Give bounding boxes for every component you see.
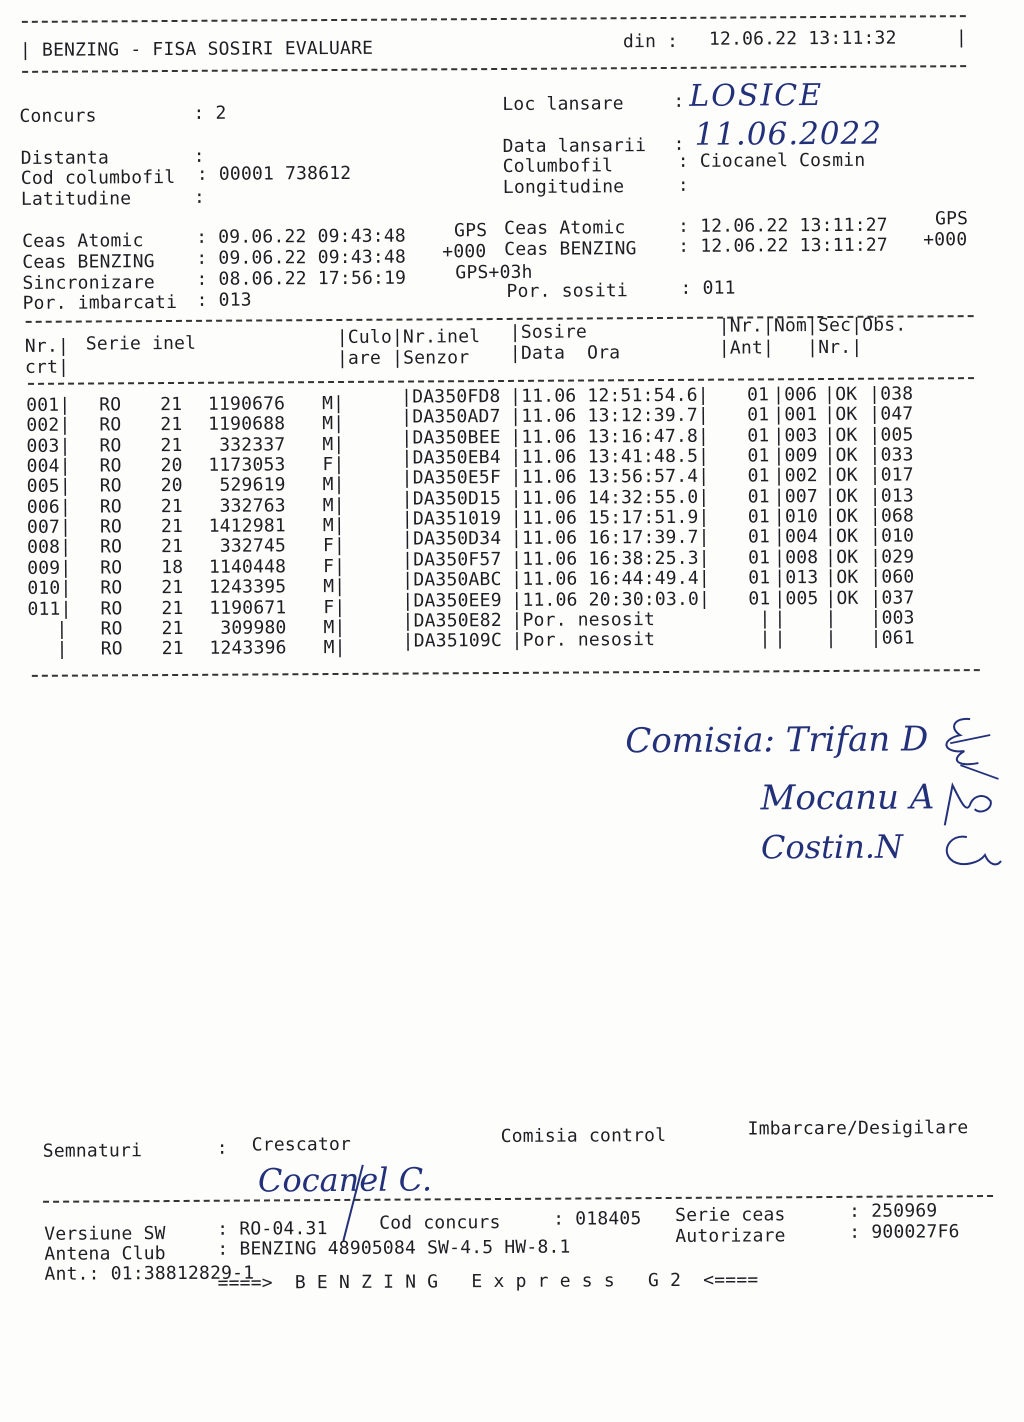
- header-data-ora: |Data Ora: [509, 342, 621, 364]
- commission-line-3: Costin.N: [760, 827, 904, 867]
- cell-an: 21: [160, 495, 183, 517]
- cell-nom: |: [774, 628, 786, 650]
- cell-nr: 001|: [26, 394, 71, 416]
- cell-an: 21: [160, 434, 183, 456]
- cell-sosire: |11.06 20:30:03.0|: [511, 588, 711, 611]
- columbofil-label: Columbofil: [502, 155, 614, 177]
- por-imbarcati-value: : 013: [196, 289, 252, 311]
- cell-nom: |006: [773, 384, 818, 406]
- cell-sosire: |11.06 16:44:49.4|: [511, 567, 710, 591]
- cell-sosire: |11.06 14:32:55.0|: [510, 486, 710, 509]
- cell-an: 20: [160, 475, 183, 497]
- cell-sosire: |11.06 16:38:25.3|: [511, 547, 710, 570]
- cell-senzor: |DA350EE9: [402, 589, 502, 612]
- distanta-label: Distanta: [20, 147, 110, 169]
- cell-sosire: |11.06 16:17:39.7|: [510, 527, 710, 550]
- cell-ant: 01: [747, 547, 771, 569]
- benzing-express-banner: ====> B E N Z I N G E x p r e s s G 2 <====: [217, 1269, 759, 1294]
- cell-ant: 01: [747, 425, 770, 447]
- cell-inel: 1243396: [209, 637, 287, 659]
- cell-senzor: |DA350ABC: [402, 569, 502, 591]
- cell-nr: 007|: [26, 516, 72, 538]
- cell-sec: |: [825, 607, 837, 629]
- cell-obs: |017: [869, 464, 914, 487]
- cell-ant: 01: [747, 506, 770, 528]
- cell-sex: M|: [322, 413, 345, 435]
- cell-obs: |038: [869, 383, 914, 405]
- cell-an: 21: [160, 536, 184, 558]
- data-lansarii-label: Data lansarii: [502, 135, 647, 157]
- cell-tara: RO: [99, 455, 122, 477]
- cell-obs: |033: [869, 444, 914, 466]
- semnaturi-label: Semnaturi: [42, 1140, 143, 1162]
- cell-an: 20: [160, 454, 183, 477]
- cod-concurs-label: Cod concurs: [379, 1212, 501, 1234]
- cell-sosire: |11.06 13:12:39.7|: [510, 405, 710, 428]
- cell-nr: 006|: [26, 496, 72, 518]
- cell-obs: |010: [869, 525, 915, 548]
- cell-ant: |: [759, 608, 771, 630]
- cell-ant: 01: [748, 587, 771, 609]
- din-value: 12.06.22 13:11:32: [708, 27, 897, 50]
- cell-sex: M|: [323, 576, 346, 598]
- ceas-benzing-suffix: +000: [442, 241, 487, 263]
- cell-nr: 004|: [26, 455, 71, 477]
- cell-sosire: |11.06 12:51:54.6|: [510, 384, 709, 407]
- ceas-atomic-value: : 09.06.22 09:43:48: [196, 225, 406, 248]
- cell-nom: |005: [774, 587, 819, 609]
- latitudine-label: Latitudine: [20, 188, 132, 210]
- cell-senzor: |DA350D34: [401, 528, 502, 551]
- cell-nom: |: [774, 608, 786, 630]
- header-right-columns: |Nr.|Nom|Sec|Obs.: [718, 314, 907, 337]
- cell-tara: RO: [99, 475, 122, 497]
- por-sositi-value: : 011: [680, 277, 736, 299]
- cell-nom: |001: [773, 404, 818, 426]
- cell-senzor: |DA350E82: [402, 609, 502, 632]
- cell-sex: M|: [322, 433, 345, 455]
- cell-sec: |OK: [824, 444, 858, 467]
- ceas-benzing-value: : 09.06.22 09:43:48: [196, 246, 407, 269]
- cell-sex: M|: [322, 494, 345, 516]
- latitudine-value: :: [193, 186, 206, 208]
- divider: [22, 15, 966, 23]
- crescator-label: Crescator: [251, 1133, 352, 1156]
- concurs-value: : 2: [193, 102, 227, 124]
- cell-tara: RO: [100, 618, 123, 640]
- data-lansarii-handwritten: 11.06.2022: [694, 115, 883, 153]
- sincronizare-suffix: GPS+03h: [455, 261, 533, 284]
- cell-tara: RO: [100, 557, 123, 579]
- cell-inel: 1190676: [207, 393, 286, 415]
- cell-nom: |002: [773, 465, 818, 487]
- commission-line-2: Mocanu A: [760, 777, 935, 819]
- versiune-sw-value: : RO-04.31: [217, 1218, 328, 1240]
- cell-obs: |068: [869, 505, 915, 527]
- cell-sec: |OK: [824, 485, 858, 507]
- cell-an: 18: [161, 556, 184, 578]
- cell-sosire: |11.06 13:56:57.4|: [510, 466, 710, 489]
- cell-inel: 1243395: [208, 576, 287, 598]
- longitudine-label: Longitudine: [502, 176, 625, 198]
- antenna-line: Ant.: 01:38812829-1: [44, 1262, 255, 1285]
- commission-signatures: [930, 705, 1011, 875]
- comisia-control-label: Comisia control: [500, 1124, 667, 1148]
- loc-lansare-value: :: [673, 90, 685, 112]
- cell-ant: 01: [747, 445, 770, 467]
- cell-sec: |OK: [824, 383, 858, 406]
- cod-columbofil-value: : 00001 738612: [196, 162, 352, 185]
- cell-inel: 1190688: [207, 413, 286, 436]
- cell-ant: 01: [747, 465, 770, 487]
- cell-senzor: |DA35109C: [402, 630, 503, 652]
- antena-club-label: Antena Club: [44, 1243, 166, 1265]
- cell-sec: |OK: [825, 546, 859, 568]
- cell-ant: 01: [747, 404, 770, 426]
- cell-senzor: |DA350EB4: [401, 447, 501, 469]
- ceas-atomic-right-suffix: GPS: [935, 208, 969, 230]
- cell-sec: |: [825, 628, 837, 650]
- cell-tara: RO: [99, 536, 123, 558]
- cell-nr: 010|: [27, 577, 72, 600]
- cell-nr: 009|: [27, 557, 72, 579]
- cell-nr: 002|: [26, 414, 71, 437]
- ceas-benzing-label: Ceas BENZING: [22, 251, 155, 273]
- cell-an: 21: [161, 638, 184, 660]
- cell-nom: |004: [773, 526, 819, 548]
- cell-tara: RO: [100, 638, 123, 660]
- por-imbarcati-label: Por. imbarcati: [22, 291, 178, 314]
- cell-sec: |OK: [824, 465, 858, 487]
- cell-inel: 332763: [219, 495, 286, 517]
- cell-obs: |061: [870, 627, 915, 649]
- cell-nom: |013: [774, 567, 819, 589]
- cell-tara: RO: [99, 394, 122, 416]
- cell-inel: 529619: [219, 474, 286, 497]
- cell-obs: |003: [870, 607, 915, 629]
- cell-senzor: |DA350FD8: [401, 385, 501, 408]
- cell-sosire: |11.06 13:41:48.5|: [510, 445, 710, 468]
- header-nr-crt-2: crt|: [24, 356, 70, 378]
- cell-tara: RO: [100, 597, 123, 619]
- cell-obs: |060: [870, 566, 915, 588]
- por-sositi-label: Por. sositi: [506, 280, 628, 302]
- cell-sec: |OK: [825, 566, 859, 589]
- ceas-benzing-right-label: Ceas BENZING: [504, 238, 637, 260]
- cell-sec: |OK: [824, 404, 858, 426]
- cell-nr: |: [56, 638, 68, 660]
- sincronizare-value: : 08.06.22 17:56:19: [196, 267, 407, 290]
- cell-senzor: |DA350AD7: [401, 406, 501, 428]
- cell-obs: |029: [870, 546, 915, 568]
- cell-nom: |010: [773, 506, 819, 528]
- cod-columbofil-label: Cod columbofil: [20, 166, 176, 189]
- cell-sex: F|: [323, 596, 346, 618]
- antena-club-value: : BENZING 48905084 SW-4.5 HW-8.1: [217, 1236, 571, 1260]
- cell-an: 21: [161, 617, 184, 639]
- cell-sex: F|: [322, 453, 345, 476]
- cell-sosire: |Por. nesosit: [511, 608, 656, 631]
- cell-senzor: |DA350BEE: [401, 426, 501, 449]
- cell-sosire: |Por. nesosit: [511, 629, 656, 652]
- ceas-atomic-label: Ceas Atomic: [22, 230, 144, 252]
- cell-senzor: |DA350D15: [401, 487, 502, 510]
- header-bar: |: [955, 27, 968, 49]
- ceas-atomic-suffix: GPS: [454, 220, 488, 242]
- distanta-value: :: [193, 145, 205, 167]
- cell-sosire: |11.06 15:17:51.9|: [510, 506, 710, 530]
- cell-ant: 01: [748, 567, 771, 589]
- cell-nr: 005|: [26, 476, 71, 498]
- cell-obs: |013: [869, 485, 914, 507]
- divider: [32, 669, 980, 677]
- autorizare-value: : 900027F6: [849, 1221, 960, 1243]
- data-lansarii-value: :: [673, 133, 685, 155]
- ceas-benzing-right-value: : 12.06.22 13:11:27: [678, 234, 888, 257]
- cell-tara: RO: [99, 516, 123, 538]
- cell-an: 21: [161, 597, 184, 619]
- cell-obs: |005: [869, 424, 914, 446]
- header-culoare-senzor: |are |Senzor: [336, 347, 470, 369]
- cell-an: 21: [160, 393, 183, 416]
- cell-tara: RO: [99, 414, 122, 436]
- cell-sex: M|: [322, 515, 345, 537]
- cell-sex: M|: [323, 637, 346, 659]
- concurs-label: Concurs: [19, 105, 97, 127]
- cell-senzor: |DA350E5F: [401, 467, 502, 489]
- serie-ceas-label: Serie ceas: [675, 1204, 786, 1226]
- ceas-atomic-right-label: Ceas Atomic: [504, 217, 626, 239]
- cell-sec: |OK: [824, 424, 858, 446]
- cell-sec: |OK: [825, 587, 859, 609]
- header-serie-inel: Serie inel: [85, 332, 197, 355]
- cell-nom: |003: [773, 424, 818, 447]
- cell-an: 21: [160, 516, 184, 538]
- header-nr-crt: Nr.|: [24, 335, 70, 357]
- crescator-signature: Cocanel C.: [257, 1160, 433, 1200]
- header-culoare-nr-inel: |Culo|Nr.inel: [336, 326, 481, 348]
- ceas-atomic-right-value: : 12.06.22 13:11:27: [678, 214, 888, 237]
- cell-obs: |037: [870, 586, 915, 609]
- cell-sec: |OK: [824, 505, 859, 528]
- cell-ant: 01: [746, 384, 770, 406]
- cell-nom: |007: [773, 485, 818, 508]
- cell-ant: 01: [747, 526, 771, 548]
- cell-nom: |008: [774, 546, 819, 569]
- cod-concurs-value: : 018405: [553, 1208, 642, 1230]
- cell-inel: 309980: [220, 617, 287, 639]
- columbofil-value: : Ciocanel Cosmin: [677, 149, 866, 172]
- cell-ant: 01: [747, 486, 770, 508]
- loc-lansare-label: Loc lansare: [502, 93, 624, 115]
- cell-nom: |009: [773, 445, 818, 467]
- cell-inel: 1190671: [209, 596, 287, 619]
- cell-nr: |: [56, 618, 68, 640]
- semnaturi-colon: :: [216, 1137, 228, 1159]
- cell-ant: |: [759, 628, 771, 650]
- cell-sex: M|: [322, 392, 345, 415]
- serie-ceas-value: : 250969: [849, 1200, 938, 1222]
- autorizare-label: Autorizare: [675, 1225, 786, 1247]
- cell-an: 21: [161, 577, 184, 599]
- cell-inel: 1140448: [208, 556, 287, 578]
- cell-tara: RO: [99, 434, 122, 457]
- header-right-columns-2: |Ant| |Nr.|: [718, 336, 863, 359]
- cell-sex: F|: [323, 555, 346, 577]
- ceas-benzing-right-suffix: +000: [923, 229, 968, 251]
- cell-inel: 332337: [219, 433, 286, 456]
- loc-lansare-handwritten: LOSICE: [689, 78, 824, 114]
- versiune-sw-label: Versiune SW: [44, 1223, 166, 1245]
- header-sosire: |Sosire: [509, 321, 588, 343]
- header-bar: |: [19, 39, 43, 61]
- commission-line-1: Comisia: Trifan D: [625, 719, 929, 762]
- divider: [22, 65, 966, 73]
- cell-sex: M|: [322, 474, 345, 496]
- cell-tara: RO: [99, 496, 122, 518]
- longitudine-value: :: [677, 174, 689, 196]
- cell-obs: |047: [869, 403, 914, 426]
- cell-sosire: |11.06 13:16:47.8|: [510, 425, 710, 448]
- cell-sex: M|: [323, 616, 346, 638]
- cell-tara: RO: [100, 577, 123, 599]
- din-label: din :: [622, 30, 679, 53]
- page-title: BENZING - FISA SOSIRI EVALUARE: [41, 37, 374, 61]
- cell-nr: 003|: [26, 435, 71, 457]
- cell-senzor: |DA351019: [401, 508, 502, 530]
- sincronizare-label: Sincronizare: [22, 272, 155, 294]
- cell-nr: 008|: [26, 537, 72, 559]
- cell-inel: 1173053: [208, 454, 286, 476]
- cell-an: 21: [160, 414, 183, 436]
- cell-inel: 1412981: [208, 515, 286, 537]
- cell-senzor: |DA350F57: [402, 548, 502, 571]
- cell-sex: F|: [322, 535, 346, 557]
- cell-inel: 332745: [219, 535, 287, 558]
- cell-nr: 011|: [27, 598, 72, 620]
- cell-sec: |OK: [824, 526, 859, 548]
- imbarcare-desigilare-label: Imbarcare/Desigilare: [747, 1117, 969, 1140]
